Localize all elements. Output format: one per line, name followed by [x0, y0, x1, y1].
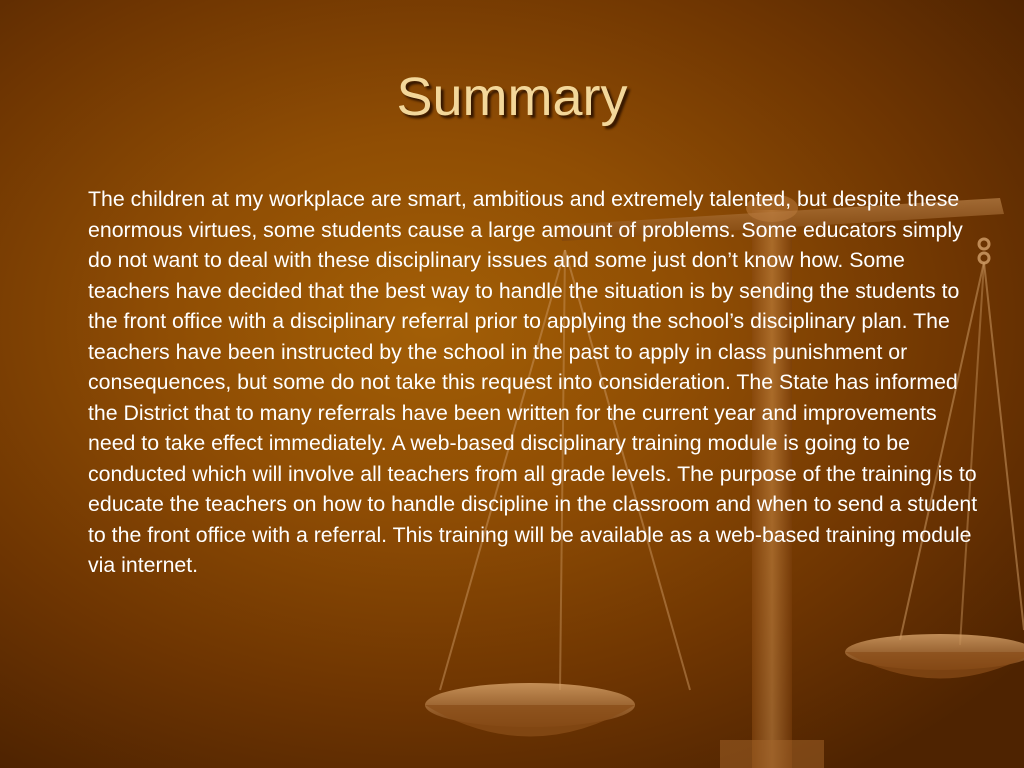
summary-paragraph: The children at my workplace are smart, ambitious and extremely talented, but despite these enormous virtues, some students cause a large amount of problems. Some educators simply do not want to deal with these disciplinary issues and some just don’t know how. Some teachers have decided that the best way to handle the situation is by sending the students to the front office with a disciplinary referral prior to applying the school’s disciplinary plan. The teachers have been instructed by the school in the past to apply in class punishment or consequences, but some do not take this request into consideration. The State has informed the District that to many referrals have been written for the current year and improvements need to take effect immediately. A web-based disciplinary training module is going to be conducted which will involve all teachers from all grade levels. The purpose of the training is to educate the teachers on how to handle discipline in the classroom and when to send a student to the front office with a referral. This training will be available as a web-based training module via internet.: [88, 187, 978, 577]
slide-title: Summary: [396, 67, 628, 127]
